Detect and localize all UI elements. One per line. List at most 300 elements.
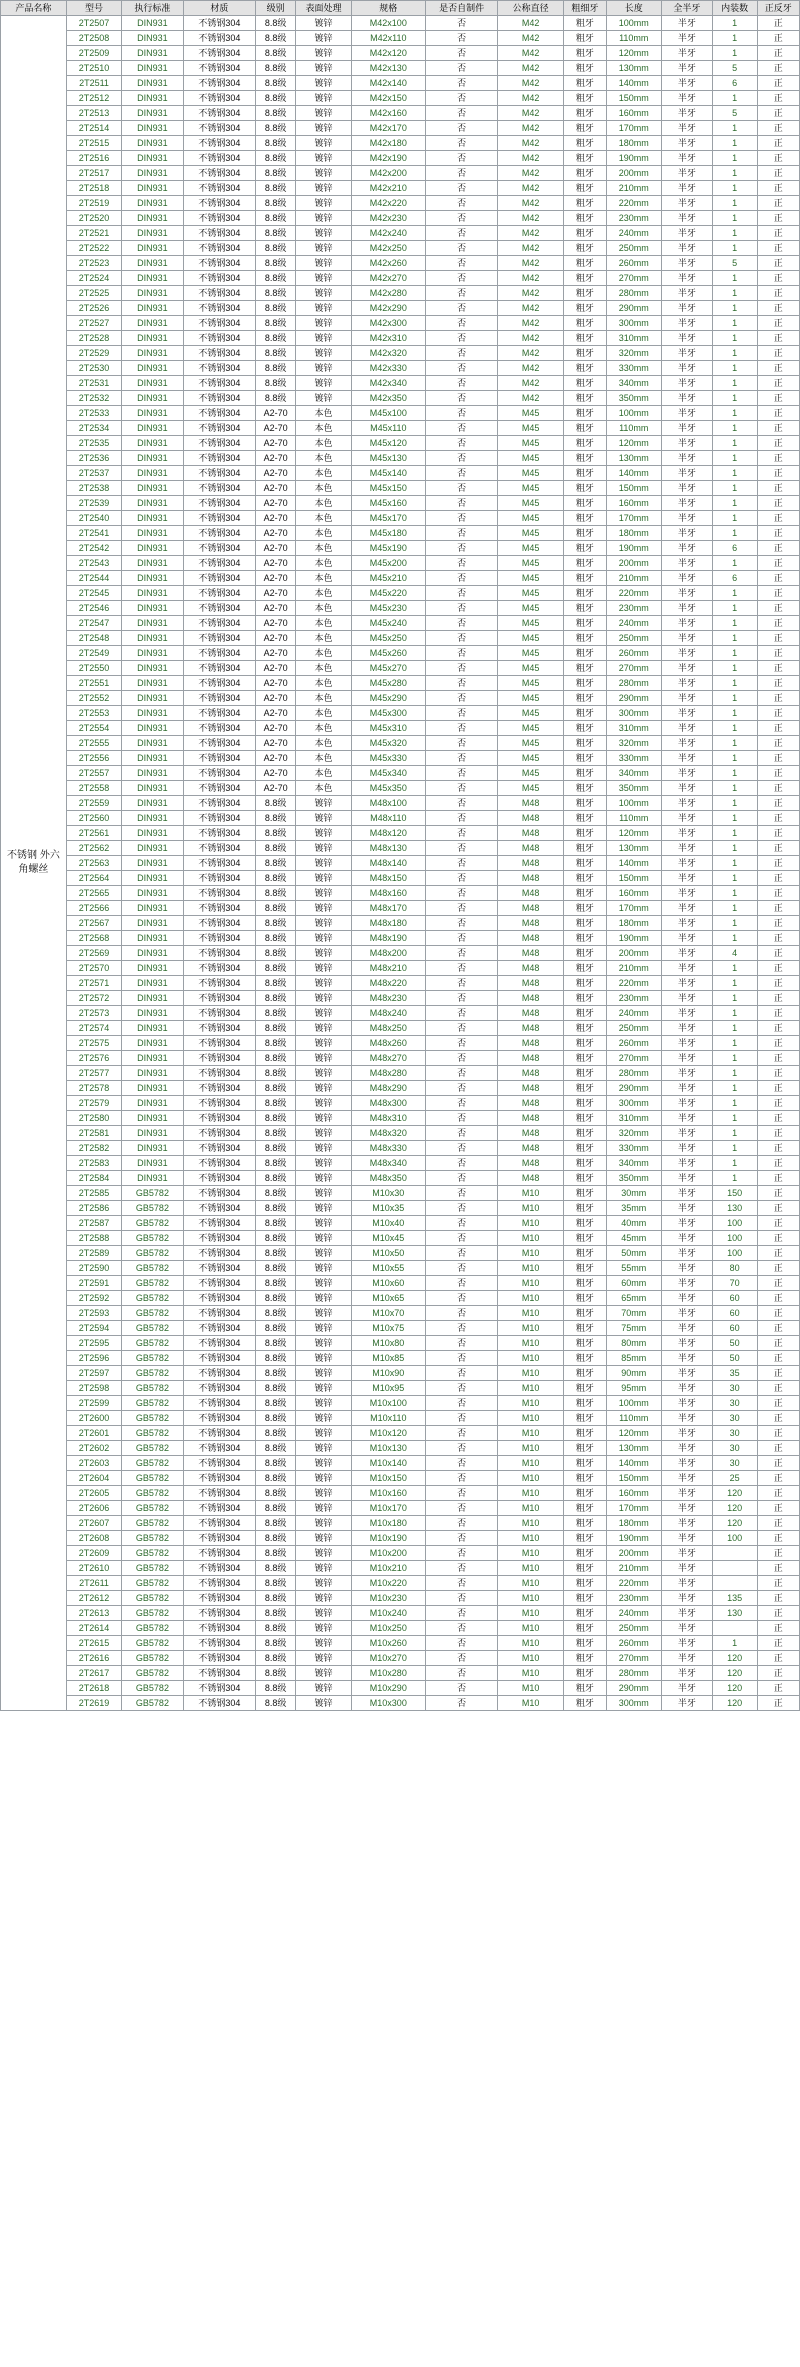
- cell-pitch: 粗牙: [564, 541, 607, 556]
- cell-self: 否: [426, 826, 498, 841]
- cell-dir: 正: [757, 271, 800, 286]
- cell-std: DIN931: [122, 406, 184, 421]
- table-row[interactable]: [1, 1261, 800, 1276]
- cell-self: 否: [426, 931, 498, 946]
- cell-qty: 1: [712, 406, 757, 421]
- table-row[interactable]: [1, 181, 800, 196]
- table-row[interactable]: [1, 1576, 800, 1591]
- cell-pitch: 粗牙: [564, 616, 607, 631]
- table-row[interactable]: [1, 496, 800, 511]
- table-row[interactable]: [1, 1171, 800, 1186]
- cell-std: DIN931: [122, 736, 184, 751]
- table-row[interactable]: [1, 1246, 800, 1261]
- cell-spec: M48x210: [351, 961, 425, 976]
- cell-pitch: 粗牙: [564, 1306, 607, 1321]
- cell-spec: M10x220: [351, 1576, 425, 1591]
- table-row[interactable]: [1, 976, 800, 991]
- cell-len: 150mm: [606, 91, 661, 106]
- table-row[interactable]: [1, 1681, 800, 1696]
- cell-grade: 8.8级: [256, 1246, 296, 1261]
- cell-std: DIN931: [122, 241, 184, 256]
- cell-pitch: 粗牙: [564, 1141, 607, 1156]
- table-row[interactable]: [1, 1411, 800, 1426]
- cell-mat: 不锈钢304: [183, 166, 255, 181]
- cell-len: 270mm: [606, 271, 661, 286]
- table-row[interactable]: [1, 586, 800, 601]
- cell-dir: 正: [757, 1486, 800, 1501]
- cell-pitch: 粗牙: [564, 76, 607, 91]
- cell-mat: 不锈钢304: [183, 481, 255, 496]
- table-row[interactable]: [1, 1006, 800, 1021]
- table-row[interactable]: [1, 721, 800, 736]
- cell-cov: 半牙: [661, 226, 712, 241]
- table-row[interactable]: [1, 286, 800, 301]
- table-row[interactable]: [1, 151, 800, 166]
- cell-dia: M10: [498, 1531, 564, 1546]
- cell-dia: M48: [498, 1126, 564, 1141]
- table-row[interactable]: [1, 1066, 800, 1081]
- cell-len: 260mm: [606, 1636, 661, 1651]
- table-row[interactable]: [1, 196, 800, 211]
- cell-pitch: 粗牙: [564, 1486, 607, 1501]
- cell-dir: 正: [757, 1336, 800, 1351]
- table-row[interactable]: [1, 601, 800, 616]
- cell-self: 否: [426, 331, 498, 346]
- table-row[interactable]: [1, 316, 800, 331]
- table-row[interactable]: [1, 916, 800, 931]
- cell-dir: 正: [757, 841, 800, 856]
- cell-pitch: 粗牙: [564, 346, 607, 361]
- cell-dia: M48: [498, 991, 564, 1006]
- cell-dia: M10: [498, 1606, 564, 1621]
- cell-dir: 正: [757, 316, 800, 331]
- cell-grade: 8.8级: [256, 166, 296, 181]
- cell-pitch: 粗牙: [564, 946, 607, 961]
- table-row[interactable]: [1, 766, 800, 781]
- cell-mat: 不锈钢304: [183, 781, 255, 796]
- cell-qty: 1: [712, 436, 757, 451]
- cell-dia: M48: [498, 961, 564, 976]
- cell-dia: M45: [498, 766, 564, 781]
- table-row[interactable]: [1, 541, 800, 556]
- cell-qty: 1: [712, 301, 757, 316]
- table-row[interactable]: [1, 1156, 800, 1171]
- cell-grade: 8.8级: [256, 1696, 296, 1711]
- cell-model: 2T2554: [66, 721, 121, 736]
- table-row[interactable]: [1, 1306, 800, 1321]
- col-header-material: 材质: [183, 1, 255, 16]
- table-row[interactable]: [1, 1186, 800, 1201]
- table-row[interactable]: [1, 346, 800, 361]
- cell-surf: 镀锌: [296, 391, 351, 406]
- table-row[interactable]: [1, 1231, 800, 1246]
- cell-cov: 半牙: [661, 1606, 712, 1621]
- table-row[interactable]: [1, 1651, 800, 1666]
- cell-pitch: 粗牙: [564, 1186, 607, 1201]
- col-header-spec: 规格: [351, 1, 425, 16]
- cell-model: 2T2550: [66, 661, 121, 676]
- cell-dia: M42: [498, 316, 564, 331]
- cell-mat: 不锈钢304: [183, 1396, 255, 1411]
- cell-std: DIN931: [122, 1021, 184, 1036]
- cell-cov: 半牙: [661, 856, 712, 871]
- table-row[interactable]: [1, 1666, 800, 1681]
- cell-len: 250mm: [606, 1021, 661, 1036]
- table-row[interactable]: [1, 271, 800, 286]
- cell-model: 2T2589: [66, 1246, 121, 1261]
- table-row[interactable]: [1, 811, 800, 826]
- table-row[interactable]: [1, 1201, 800, 1216]
- table-row[interactable]: [1, 1486, 800, 1501]
- cell-dia: M10: [498, 1591, 564, 1606]
- cell-mat: 不锈钢304: [183, 556, 255, 571]
- cell-surf: 镀锌: [296, 1456, 351, 1471]
- table-row[interactable]: [1, 1441, 800, 1456]
- cell-std: GB5782: [122, 1441, 184, 1456]
- table-row[interactable]: [1, 1561, 800, 1576]
- cell-spec: M42x220: [351, 196, 425, 211]
- cell-grade: A2-70: [256, 421, 296, 436]
- cell-spec: M42x320: [351, 346, 425, 361]
- cell-spec: M42x340: [351, 376, 425, 391]
- cell-mat: 不锈钢304: [183, 946, 255, 961]
- table-row[interactable]: [1, 1546, 800, 1561]
- cell-pitch: 粗牙: [564, 1246, 607, 1261]
- table-row[interactable]: [1, 361, 800, 376]
- table-row[interactable]: [1, 451, 800, 466]
- cell-len: 320mm: [606, 1126, 661, 1141]
- cell-std: DIN931: [122, 676, 184, 691]
- table-row[interactable]: [1, 511, 800, 526]
- table-row[interactable]: [1, 991, 800, 1006]
- cell-grade: 8.8级: [256, 151, 296, 166]
- cell-surf: 镀锌: [296, 1666, 351, 1681]
- cell-mat: 不锈钢304: [183, 301, 255, 316]
- table-row[interactable]: [1, 706, 800, 721]
- cell-grade: 8.8级: [256, 346, 296, 361]
- table-row[interactable]: [1, 1591, 800, 1606]
- table-row[interactable]: [1, 1081, 800, 1096]
- cell-mat: 不锈钢304: [183, 1651, 255, 1666]
- cell-grade: A2-70: [256, 751, 296, 766]
- cell-dia: M10: [498, 1471, 564, 1486]
- cell-self: 否: [426, 1456, 498, 1471]
- col-header-model: 型号: [66, 1, 121, 16]
- cell-qty: 1: [712, 961, 757, 976]
- table-row[interactable]: [1, 46, 800, 61]
- cell-mat: 不锈钢304: [183, 1561, 255, 1576]
- table-row[interactable]: [1, 1276, 800, 1291]
- cell-cov: 半牙: [661, 406, 712, 421]
- table-row[interactable]: [1, 1036, 800, 1051]
- table-row[interactable]: [1, 1531, 800, 1546]
- table-row[interactable]: [1, 1696, 800, 1711]
- table-row[interactable]: [1, 646, 800, 661]
- table-row[interactable]: [1, 1501, 800, 1516]
- table-row[interactable]: [1, 1321, 800, 1336]
- cell-cov: 半牙: [661, 1531, 712, 1546]
- cell-mat: 不锈钢304: [183, 1126, 255, 1141]
- cell-grade: 8.8级: [256, 826, 296, 841]
- cell-std: DIN931: [122, 151, 184, 166]
- cell-cov: 半牙: [661, 1486, 712, 1501]
- table-row[interactable]: [1, 946, 800, 961]
- cell-dir: 正: [757, 1021, 800, 1036]
- cell-cov: 半牙: [661, 301, 712, 316]
- cell-model: 2T2514: [66, 121, 121, 136]
- cell-dia: M10: [498, 1516, 564, 1531]
- table-row[interactable]: [1, 76, 800, 91]
- cell-std: DIN931: [122, 106, 184, 121]
- cell-qty: 1: [712, 766, 757, 781]
- table-row[interactable]: [1, 556, 800, 571]
- table-row[interactable]: [1, 481, 800, 496]
- cell-surf: 本色: [296, 496, 351, 511]
- cell-pitch: 粗牙: [564, 1336, 607, 1351]
- table-row[interactable]: [1, 751, 800, 766]
- cell-pitch: 粗牙: [564, 1291, 607, 1306]
- cell-dia: M42: [498, 196, 564, 211]
- cell-std: DIN931: [122, 811, 184, 826]
- table-row[interactable]: [1, 736, 800, 751]
- cell-len: 230mm: [606, 991, 661, 1006]
- cell-surf: 本色: [296, 721, 351, 736]
- cell-dia: M48: [498, 841, 564, 856]
- table-row[interactable]: [1, 1096, 800, 1111]
- cell-dia: M10: [498, 1186, 564, 1201]
- table-row[interactable]: [1, 16, 800, 31]
- cell-len: 180mm: [606, 526, 661, 541]
- table-row[interactable]: [1, 211, 800, 226]
- cell-cov: 半牙: [661, 871, 712, 886]
- cell-surf: 镀锌: [296, 1336, 351, 1351]
- cell-dir: 正: [757, 1366, 800, 1381]
- table-row[interactable]: [1, 1021, 800, 1036]
- cell-grade: 8.8级: [256, 1186, 296, 1201]
- table-row[interactable]: [1, 1051, 800, 1066]
- cell-pitch: 粗牙: [564, 571, 607, 586]
- cell-spec: M42x260: [351, 256, 425, 271]
- table-row[interactable]: [1, 1111, 800, 1126]
- cell-cov: 半牙: [661, 451, 712, 466]
- cell-spec: M10x35: [351, 1201, 425, 1216]
- cell-std: GB5782: [122, 1231, 184, 1246]
- table-row[interactable]: [1, 826, 800, 841]
- cell-self: 否: [426, 1291, 498, 1306]
- table-row[interactable]: [1, 301, 800, 316]
- cell-qty: 120: [712, 1666, 757, 1681]
- table-row[interactable]: [1, 1516, 800, 1531]
- table-row[interactable]: [1, 1216, 800, 1231]
- cell-model: 2T2608: [66, 1531, 121, 1546]
- cell-model: 2T2618: [66, 1681, 121, 1696]
- cell-dia: M45: [498, 646, 564, 661]
- table-row[interactable]: [1, 1381, 800, 1396]
- table-row[interactable]: [1, 781, 800, 796]
- table-row[interactable]: [1, 676, 800, 691]
- cell-surf: 镀锌: [296, 256, 351, 271]
- cell-dir: 正: [757, 526, 800, 541]
- cell-len: 300mm: [606, 316, 661, 331]
- cell-pitch: 粗牙: [564, 466, 607, 481]
- cell-dir: 正: [757, 1186, 800, 1201]
- cell-len: 290mm: [606, 301, 661, 316]
- table-row[interactable]: [1, 1396, 800, 1411]
- cell-mat: 不锈钢304: [183, 271, 255, 286]
- cell-dia: M48: [498, 931, 564, 946]
- cell-self: 否: [426, 136, 498, 151]
- cell-model: 2T2579: [66, 1096, 121, 1111]
- table-row[interactable]: [1, 1621, 800, 1636]
- cell-surf: 镀锌: [296, 1006, 351, 1021]
- table-row[interactable]: [1, 526, 800, 541]
- cell-dir: 正: [757, 406, 800, 421]
- cell-self: 否: [426, 121, 498, 136]
- table-row[interactable]: [1, 256, 800, 271]
- cell-spec: M45x110: [351, 421, 425, 436]
- cell-cov: 半牙: [661, 1681, 712, 1696]
- cell-surf: 镀锌: [296, 1681, 351, 1696]
- cell-self: 否: [426, 1366, 498, 1381]
- table-row[interactable]: [1, 871, 800, 886]
- cell-surf: 镀锌: [296, 1081, 351, 1096]
- cell-dir: 正: [757, 1636, 800, 1651]
- table-row[interactable]: [1, 166, 800, 181]
- table-row[interactable]: [1, 961, 800, 976]
- cell-qty: 100: [712, 1531, 757, 1546]
- cell-model: 2T2574: [66, 1021, 121, 1036]
- cell-grade: 8.8级: [256, 121, 296, 136]
- table-row[interactable]: [1, 691, 800, 706]
- cell-cov: 半牙: [661, 121, 712, 136]
- cell-grade: A2-70: [256, 601, 296, 616]
- cell-grade: 8.8级: [256, 1651, 296, 1666]
- cell-len: 110mm: [606, 421, 661, 436]
- cell-qty: 30: [712, 1381, 757, 1396]
- table-row[interactable]: [1, 1636, 800, 1651]
- cell-len: 250mm: [606, 631, 661, 646]
- table-row[interactable]: [1, 901, 800, 916]
- cell-qty: 1: [712, 31, 757, 46]
- cell-mat: 不锈钢304: [183, 496, 255, 511]
- table-row[interactable]: [1, 421, 800, 436]
- cell-model: 2T2563: [66, 856, 121, 871]
- table-row[interactable]: [1, 661, 800, 676]
- table-row[interactable]: [1, 1366, 800, 1381]
- cell-mat: 不锈钢304: [183, 811, 255, 826]
- cell-dir: 正: [757, 1201, 800, 1216]
- table-row[interactable]: [1, 406, 800, 421]
- table-row[interactable]: [1, 886, 800, 901]
- cell-grade: 8.8级: [256, 361, 296, 376]
- cell-dir: 正: [757, 511, 800, 526]
- cell-model: 2T2546: [66, 601, 121, 616]
- cell-dir: 正: [757, 736, 800, 751]
- cell-len: 120mm: [606, 826, 661, 841]
- cell-pitch: 粗牙: [564, 601, 607, 616]
- cell-spec: M48x120: [351, 826, 425, 841]
- cell-qty: 1: [712, 841, 757, 856]
- table-row[interactable]: [1, 61, 800, 76]
- cell-self: 否: [426, 766, 498, 781]
- cell-len: 330mm: [606, 361, 661, 376]
- table-row[interactable]: [1, 331, 800, 346]
- cell-model: 2T2522: [66, 241, 121, 256]
- table-row[interactable]: [1, 1471, 800, 1486]
- table-row[interactable]: [1, 31, 800, 46]
- cell-cov: 半牙: [661, 1366, 712, 1381]
- table-row[interactable]: [1, 436, 800, 451]
- table-row[interactable]: [1, 631, 800, 646]
- table-row[interactable]: [1, 1426, 800, 1441]
- cell-self: 否: [426, 166, 498, 181]
- cell-dir: 正: [757, 421, 800, 436]
- table-row[interactable]: [1, 1126, 800, 1141]
- cell-surf: 镀锌: [296, 1231, 351, 1246]
- table-row[interactable]: [1, 376, 800, 391]
- cell-surf: 镀锌: [296, 1606, 351, 1621]
- table-row[interactable]: [1, 1456, 800, 1471]
- table-row[interactable]: [1, 136, 800, 151]
- cell-mat: 不锈钢304: [183, 376, 255, 391]
- cell-len: 340mm: [606, 1156, 661, 1171]
- table-row[interactable]: [1, 841, 800, 856]
- cell-spec: M48x290: [351, 1081, 425, 1096]
- table-row[interactable]: [1, 1336, 800, 1351]
- table-row[interactable]: [1, 616, 800, 631]
- cell-grade: 8.8级: [256, 136, 296, 151]
- cell-model: 2T2606: [66, 1501, 121, 1516]
- cell-spec: M45x100: [351, 406, 425, 421]
- table-row[interactable]: [1, 1606, 800, 1621]
- cell-mat: 不锈钢304: [183, 1486, 255, 1501]
- cell-self: 否: [426, 1201, 498, 1216]
- table-row[interactable]: [1, 241, 800, 256]
- table-row[interactable]: [1, 391, 800, 406]
- table-row[interactable]: [1, 1351, 800, 1366]
- table-row[interactable]: [1, 226, 800, 241]
- cell-mat: 不锈钢304: [183, 1456, 255, 1471]
- cell-std: DIN931: [122, 61, 184, 76]
- table-row[interactable]: [1, 91, 800, 106]
- table-row[interactable]: [1, 121, 800, 136]
- table-row[interactable]: [1, 106, 800, 121]
- cell-model: 2T2520: [66, 211, 121, 226]
- table-row[interactable]: [1, 466, 800, 481]
- cell-dir: 正: [757, 931, 800, 946]
- table-row[interactable]: [1, 931, 800, 946]
- cell-dir: 正: [757, 586, 800, 601]
- cell-model: 2T2524: [66, 271, 121, 286]
- cell-grade: 8.8级: [256, 1081, 296, 1096]
- cell-len: 130mm: [606, 61, 661, 76]
- cell-dia: M10: [498, 1561, 564, 1576]
- table-row[interactable]: [1, 796, 800, 811]
- cell-qty: 130: [712, 1606, 757, 1621]
- cell-dir: 正: [757, 16, 800, 31]
- cell-spec: M45x180: [351, 526, 425, 541]
- cell-dia: M10: [498, 1396, 564, 1411]
- table-row[interactable]: [1, 1141, 800, 1156]
- cell-std: GB5782: [122, 1621, 184, 1636]
- table-row[interactable]: [1, 856, 800, 871]
- cell-mat: 不锈钢304: [183, 211, 255, 226]
- cell-std: DIN931: [122, 1096, 184, 1111]
- table-row[interactable]: [1, 1291, 800, 1306]
- cell-self: 否: [426, 1381, 498, 1396]
- table-row[interactable]: [1, 571, 800, 586]
- cell-dir: 正: [757, 1291, 800, 1306]
